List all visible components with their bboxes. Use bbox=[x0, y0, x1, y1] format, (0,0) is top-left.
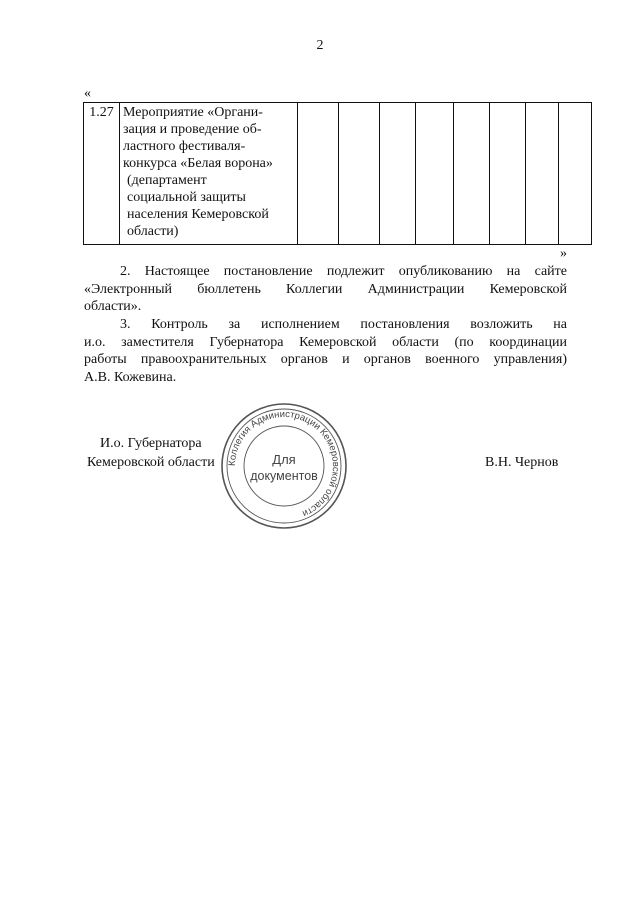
description-line: социальной защиты bbox=[127, 190, 246, 205]
empty-cell bbox=[298, 103, 339, 245]
empty-cell bbox=[380, 103, 416, 245]
paragraph-line: 2. Настоящее постановление подлежит опубликованию на сайте bbox=[120, 264, 567, 279]
empty-cell bbox=[526, 103, 559, 245]
row-number-cell: 1.27 bbox=[84, 103, 120, 245]
stamp-center-line1: Для bbox=[272, 452, 296, 467]
paragraph-line: и.о. заместителя Губернатора Кемеровской области (по координации bbox=[84, 334, 567, 350]
empty-cell bbox=[454, 103, 490, 245]
official-stamp bbox=[220, 402, 348, 530]
paragraph-line: «Электронный бюллетень Коллегии Администрации Кемеровской bbox=[84, 281, 567, 297]
empty-cell bbox=[416, 103, 454, 245]
paragraph-publication bbox=[84, 263, 567, 316]
row-description-cell bbox=[120, 103, 298, 245]
stamp-ring-text: Коллегия Администрации Кемеровской области bbox=[226, 408, 342, 520]
signatory-title-line2: Кемеровской области bbox=[87, 455, 215, 470]
paragraph-line: работы правоохранительных органов и органов военного управления) bbox=[84, 352, 567, 367]
description-line: ластного фестиваля- bbox=[123, 139, 246, 154]
empty-cell bbox=[339, 103, 380, 245]
description-line: Мероприятие «Органи- bbox=[123, 105, 263, 120]
paragraph-line: А.В. Кожевина. bbox=[84, 369, 177, 385]
signatory-name: В.Н. Чернов bbox=[485, 455, 559, 470]
quote-open-mark: « bbox=[84, 86, 91, 101]
description-line: области) bbox=[127, 224, 179, 239]
plan-table bbox=[83, 102, 592, 245]
description-line: конкурса «Белая ворона» bbox=[123, 156, 273, 171]
paragraph-line: 3. Контроль за исполнением постановления возложить на bbox=[120, 317, 567, 332]
description-line: зация и проведение об- bbox=[123, 122, 262, 137]
description-line: (департамент bbox=[127, 173, 207, 188]
stamp-center-line2: документов bbox=[250, 469, 318, 483]
paragraph-line: области». bbox=[84, 299, 142, 314]
table-row bbox=[84, 103, 592, 245]
signatory-title-line1: И.о. Губернатора bbox=[100, 436, 202, 451]
description-line: населения Кемеровской bbox=[127, 207, 269, 222]
quote-close-mark: » bbox=[560, 246, 567, 261]
empty-cell bbox=[559, 103, 592, 245]
paragraph-control bbox=[84, 316, 567, 386]
page-number: 2 bbox=[316, 38, 324, 53]
empty-cell bbox=[490, 103, 526, 245]
